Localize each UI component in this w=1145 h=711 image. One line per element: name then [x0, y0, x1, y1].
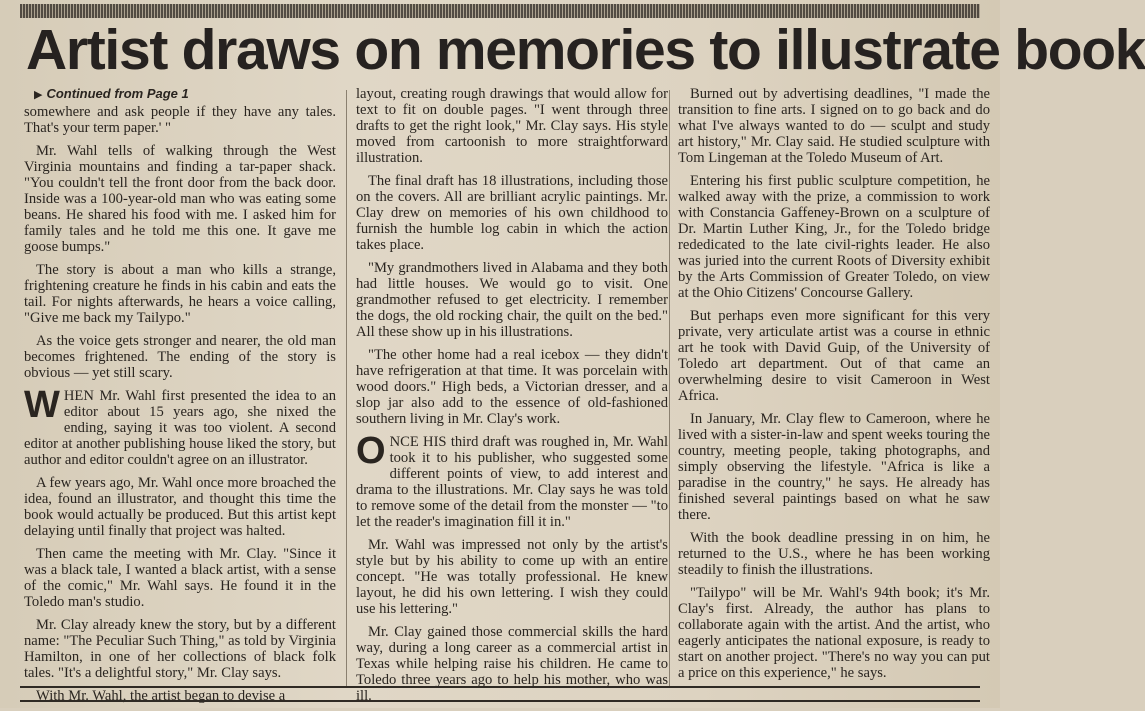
paragraph-text: HEN Mr. Wahl first presented the idea to an editor about 15 years ago, she nixed the ending, saying it was too violent. A second editor at another publishing house liked the story, but author and editor couldn't agree on an illustrator.	[24, 388, 336, 468]
paragraph: Mr. Clay gained those commercial skills the hard way, during a long career as a commercial artist in Texas while helping raise his children. He came to Toledo three years ago to help his mother, who was ill.	[356, 624, 668, 704]
paragraph: The story is about a man who kills a strange, frightening creature he finds in his cabin and eats the tail. For nights afterwards, he hears a voice calling, "Give me back my Tailypo."	[24, 262, 336, 326]
paragraph: As the voice gets stronger and nearer, the old man becomes frightened. The ending of the story is obvious — yet still scary.	[24, 333, 336, 381]
bottom-rule	[20, 686, 980, 702]
paragraph: "The other home had a real icebox — they didn't have refrigeration at that time. It was porcelain with wood doors." High beds, a Victorian dresser, and a slop jar also add to the essence of old-fashioned southern living in Mr. Clay's work.	[356, 347, 668, 427]
headline: Artist draws on memories to illustrate book	[26, 18, 1145, 82]
article-column-2	[356, 86, 668, 711]
paragraph: With Mr. Wahl, the artist began to devise a	[36, 688, 286, 704]
paragraph-text: NCE HIS third draft was roughed in, Mr. Wahl took it to his publisher, who suggested some different points of view, to add interest and drama to the illustrations. Mr. Clay says he was told to remove some of the detail from the monster — "to let the reader's imagination fill it in."	[356, 434, 668, 530]
column-divider	[669, 90, 670, 688]
paragraph: Then came the meeting with Mr. Clay. "Since it was a black tale, I wanted a black artist, with a sense of the comic," Mr. Wahl says. He found it in the Toledo man's studio.	[24, 546, 336, 610]
drop-cap: O	[356, 430, 386, 472]
paragraph: Mr. Wahl was impressed not only by the artist's style but by his ability to come up with an entire concept. "He was totally professional. He knew layout, he did his own lettering. I wish they could use his lettering."	[356, 537, 668, 617]
paragraph: A few years ago, Mr. Wahl once more broached the idea, found an illustrator, and thought this time the book would actually be produced. But this artist kept delaying until finally that project was halted.	[24, 475, 336, 539]
paragraph: Mr. Clay already knew the story, but by a different name: "The Peculiar Such Thing," as told by Virginia Hamilton, in one of her collections of black folk tales. "It's a delightful story," Mr. Clay says.	[24, 617, 336, 681]
paragraph: "Tailypo" will be Mr. Wahl's 94th book; it's Mr. Clay's first. Already, the author has plans to collaborate again with the artist. And the artist, who eagerly anticipates the national exposure, is ready to start on another project. "There's no way you can put a price on this experience," he says.	[678, 585, 990, 681]
paragraph: "My grandmothers lived in Alabama and they both had little houses. We would go to visit. One grandmother refused to get electricity. I remember the dogs, the old rocking chair, the quilt on the bed." All these show up in his illustrations.	[356, 260, 668, 340]
continued-note	[34, 86, 189, 101]
article-column-1	[24, 104, 336, 711]
top-rule	[20, 4, 980, 18]
paragraph	[356, 430, 668, 530]
column-divider	[346, 90, 347, 688]
paragraph: But perhaps even more significant for this very private, very articulate artist was a course in ethnic art he took with David Guip, of the University of Toledo art department. Out of that came an overwhelming desire to visit Cameroon in West Africa.	[678, 308, 990, 404]
paragraph: Burned out by advertising deadlines, "I made the transition to fine arts. I signed on to go back and do what I've always wanted to do — sculpt and study art history," Mr. Clay said. He studied sculpture with Tom Lingeman at the Toledo Museum of Art.	[678, 86, 990, 166]
paragraph: The final draft has 18 illustrations, including those on the covers. All are brilliant acrylic paintings. Mr. Clay drew on memories of his own childhood to furnish the humble log cabin in which the action takes place.	[356, 173, 668, 253]
arrow-right-icon: ▶	[34, 89, 43, 101]
paragraph: somewhere and ask people if they have any tales. That's your term paper.' "	[24, 104, 336, 136]
paragraph: With the book deadline pressing in on him, he returned to the U.S., where he has been working steadily to finish the illustrations.	[678, 530, 990, 578]
article-column-3	[678, 86, 990, 688]
continued-text: Continued from Page 1	[46, 86, 189, 101]
paragraph: layout, creating rough drawings that would allow for text to fit on double pages. "I went through three drafts to get the right look," Mr. Clay says. His style moved from cartoonish to more straightforward illustration.	[356, 86, 668, 166]
paragraph: Mr. Wahl tells of walking through the West Virginia mountains and finding a tar-paper shack. "You couldn't tell the front door from the back door. Inside was a 100-year-old man who was eating some beans. He shared his food with me. I asked him for family tales and he told me this one. It gave me goose bumps."	[24, 143, 336, 255]
drop-cap: W	[24, 384, 60, 426]
paragraph: Entering his first public sculpture competition, he walked away with the prize, a commission to work with Constancia Gaffeney-Brown on a sculpture of Dr. Martin Luther King, Jr., for the Toledo bridge rededicated to the late civil-rights leader. He also was juried into the current Roots of Diversity exhibit by the Arts Commission of Greater Toledo, on view at the Ohio Citizens' Concourse Gallery.	[678, 173, 990, 301]
paragraph	[24, 384, 336, 468]
paragraph: In January, Mr. Clay flew to Cameroon, where he lived with a sister-in-law and spent weeks touring the country, meeting people, taking photographs, and simply observing the lifestyle. "Africa is like a paradise in the country," he says. He already has finished several paintings based on what he saw there.	[678, 411, 990, 523]
